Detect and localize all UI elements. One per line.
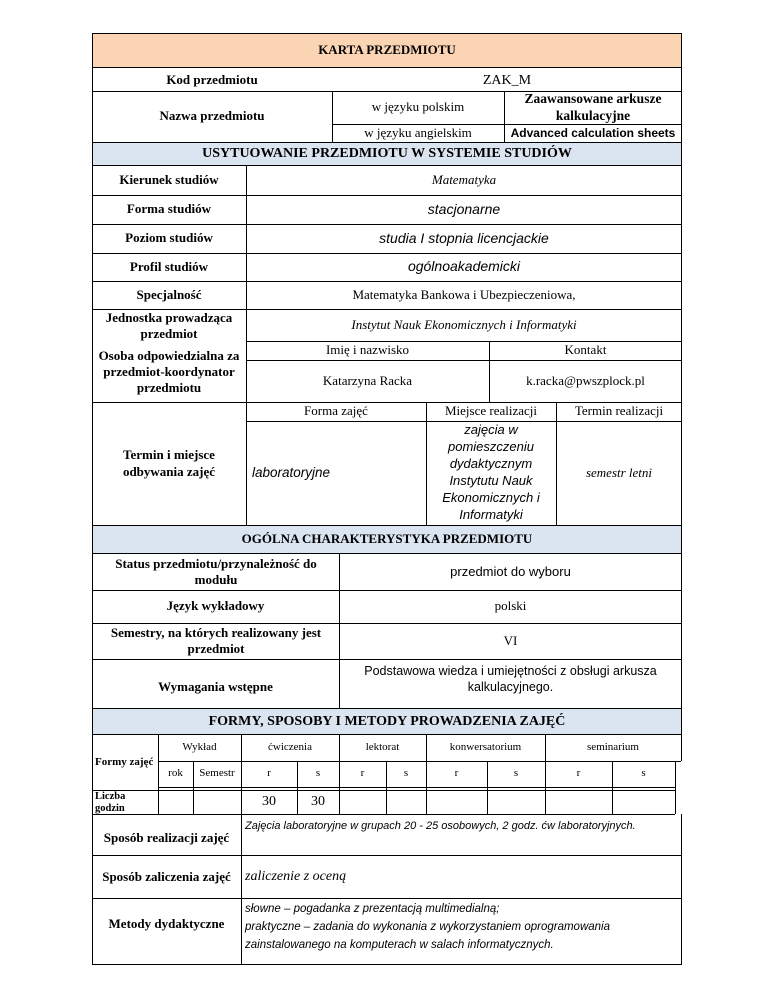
section2-title: OGÓLNA CHARAKTERYSTYKA PRZEDMIOTU (241, 531, 533, 547)
profil-label: Profil studiów (129, 258, 209, 274)
metody-line-2: praktyczne – zadania do wykonania z wykorzystaniem oprogramowania (245, 921, 610, 934)
koordynator-name: Katarzyna Racka (322, 372, 413, 388)
metody-line-1: słowne – pogadanka z prezentacją multimedialną; (245, 903, 500, 916)
jezyk-value: polski (494, 598, 527, 614)
section3-title: FORMY, SPOSOBY I METODY PROWADZENIA ZAJĘĆ (208, 713, 566, 729)
koordynator-email[interactable]: k.racka@pwszplock.pl (526, 372, 645, 388)
section1-title: USYTUOWANIE PRZEDMIOTU W SYSTEMIE STUDIÓW (202, 146, 572, 162)
pl-label: w języku polskim (371, 99, 465, 115)
forma-zajec-header: Forma zajęć (304, 403, 368, 419)
hours-sem-s (612, 790, 675, 814)
metody-label: Metody dydaktyczne (108, 915, 225, 931)
hours-lek-s (386, 790, 426, 814)
col-lektorat: lektorat (365, 741, 400, 754)
wymagania-label: Wymagania wstępne (158, 678, 273, 694)
pl-value: Zaawansowane arkusze kalkulacyjne (524, 90, 662, 123)
poziom-label: Poziom studiów (125, 230, 213, 246)
col-seminarium: seminarium (587, 741, 639, 754)
termin-value: semestr letni (585, 464, 653, 480)
name-header: Imię i nazwisko (325, 342, 410, 358)
contact-header: Kontakt (564, 342, 607, 358)
sub-lek-s: s (403, 767, 409, 780)
sub-kon-s: s (513, 767, 519, 780)
sub-cw-s: s (315, 767, 321, 780)
nazwa-label: Nazwa przedmiotu (159, 108, 265, 124)
wymagania-value: Podstawowa wiedza i umiejętności z obsługi arkusza kalkulacyjnego. (364, 664, 657, 694)
semestry-label: Semestry, na których realizowany jest przedmiot (110, 624, 322, 656)
hours-sem-r (545, 790, 612, 814)
sub-sem-r: r (576, 767, 581, 780)
specjalnosc-value: Matematyka Bankowa i Ubezpieczeniowa, (352, 286, 576, 302)
forma-studiow-value: stacjonarne (427, 200, 501, 217)
col-cwiczenia: ćwiczenia (268, 741, 312, 754)
hours-cw-r: 30 (262, 794, 276, 810)
kod-label: Kod przedmiotu (166, 72, 258, 88)
jednostka-value: Instytut Nauk Ekonomicznych i Informatyki (351, 316, 577, 332)
zaliczenie-value: zaliczenie z oceną (245, 868, 347, 884)
page-title: KARTA PRZEDMIOTU (318, 42, 456, 58)
col-konwersatorium: konwersatorium (449, 741, 522, 754)
semestry-value: VI (503, 632, 518, 648)
sposob-value: Zajęcia laboratoryjne w grupach 20 - 25 osobowych, 2 godz. ćw laboratoryjnych. (245, 820, 636, 833)
sub-rok: rok (168, 767, 183, 780)
hours-kon-r (426, 790, 487, 814)
hours-semestr (193, 790, 241, 814)
sub-semestr: Semestr (199, 767, 235, 780)
metody-line-3: zainstalowanego na komputerach w salach informatycznych. (245, 939, 554, 952)
col-wyklad: Wykład (182, 741, 217, 754)
zaliczenie-label: Sposób zaliczenia zajęć (102, 868, 231, 884)
hours-lek-r (339, 790, 386, 814)
kierunek-value: Matematyka (431, 172, 497, 188)
poziom-value: studia I stopnia licencjackie (379, 229, 549, 246)
status-value: przedmiot do wyboru (450, 563, 571, 579)
sub-sem-s: s (641, 767, 646, 780)
profil-value: ogólnoakademicki (407, 258, 521, 275)
jednostka-label: Jednostka prowadząca przedmiot (105, 309, 233, 341)
forma-zajec-value: laboratoryjne (252, 464, 331, 480)
sub-cw-r: r (267, 767, 271, 780)
sub-lek-r: r (360, 767, 365, 780)
jezyk-label: Język wykładowy (166, 598, 265, 614)
specjalnosc-label: Specjalność (136, 286, 202, 302)
hours-rok (158, 790, 193, 814)
kod-value: ZAK_M (482, 72, 532, 88)
forma-studiow-label: Forma studiów (126, 201, 212, 217)
miejsce-header: Miejsce realizacji (444, 403, 538, 419)
formy-label: Formy zajęć (95, 756, 154, 769)
hours-cw-s: 30 (311, 794, 325, 810)
hours-kon-s (487, 790, 545, 814)
miejsce-value: zajęcia w pomieszczeniu dydaktycznym Instytutu Nauk Ekonomicznych i Informatyki (442, 422, 540, 522)
sub-kon-r: r (454, 767, 459, 780)
sposob-label: Sposób realizacji zajęć (103, 830, 230, 846)
termin-header: Termin realizacji (574, 403, 664, 419)
en-label: w języku angielskim (364, 124, 472, 140)
termin-label: Termin i miejsce odbywania zajęć (122, 447, 216, 479)
en-value: Advanced calculation sheets (510, 125, 676, 140)
koordynator-label: Osoba odpowiedzialna za przedmiot-koordynator przedmiotu (98, 347, 240, 396)
status-label: Status przedmiotu/przynależność do modułu (115, 555, 317, 587)
liczba-label: Liczba godzin (95, 790, 126, 814)
kierunek-label: Kierunek studiów (119, 172, 219, 188)
